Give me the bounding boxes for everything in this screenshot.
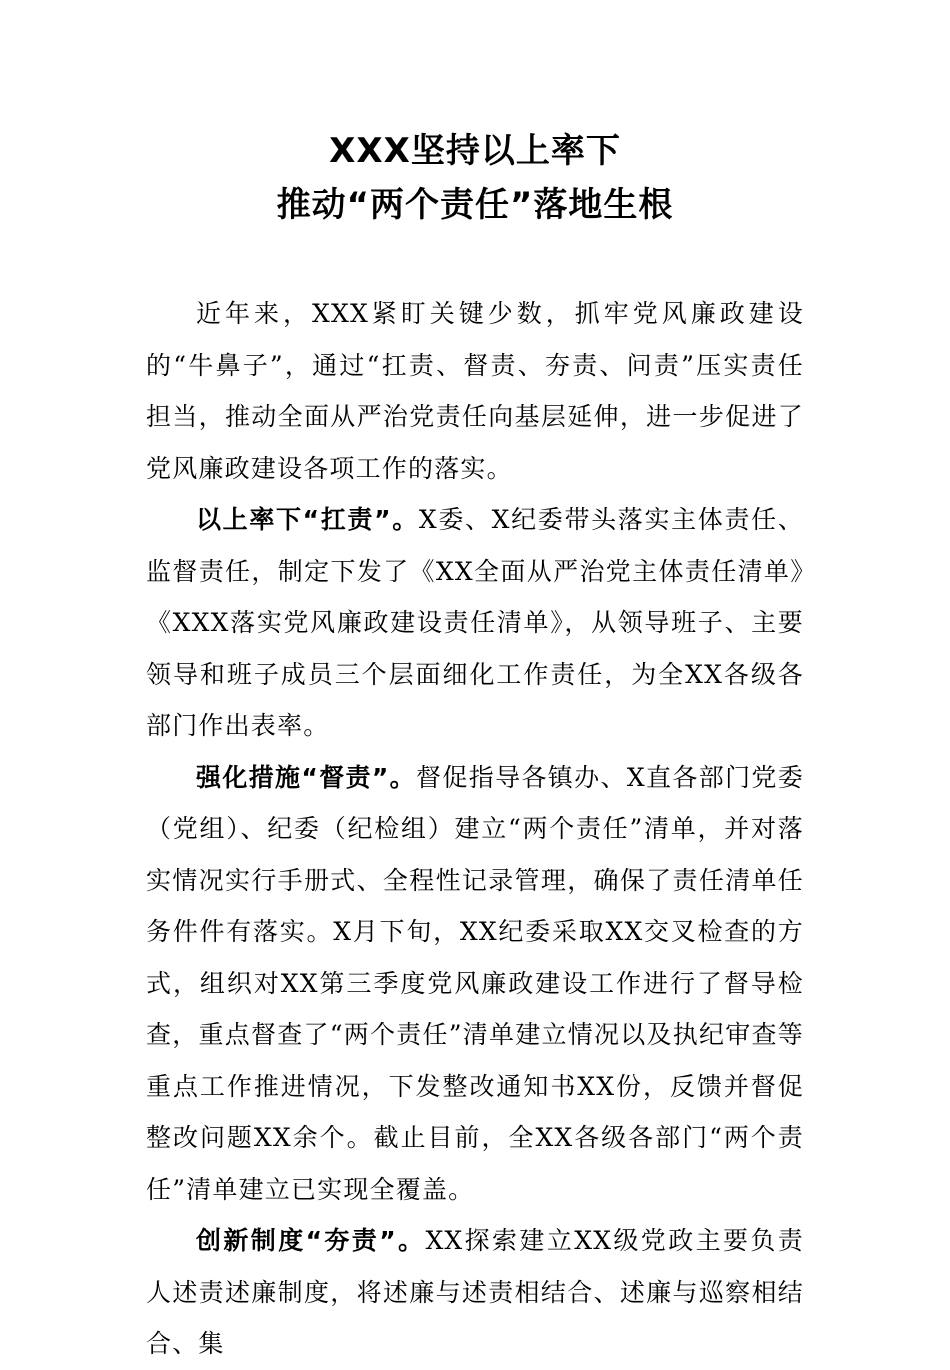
paragraph-text: X委、X纪委带头落实主体责任、监督责任，制定下发了《XX全面从严治党主体责任清单》《XXX落实党风廉政建设责任清单》，从领导班子、主要领导和班子成员三个层面细化工作责任，为全XX各级各部门作出表率。 [146, 505, 804, 740]
paragraph-lead: 强化措施“督责”。 [196, 762, 417, 792]
title-line-1: XXX坚持以上率下 [329, 131, 621, 171]
document-title [146, 0, 804, 232]
paragraph-text: 近年来，XXX紧盯关键少数，抓牢党风廉政建设的“牛鼻子”，通过“扛责、督责、夯责、问责”压实责任担当，推动全面从严治党责任向基层延伸，进一步促进了党风廉政建设各项工作的落实。 [146, 299, 804, 483]
paragraph-hang-ze [146, 1215, 804, 1370]
paragraph-lead: 创新制度“夯责”。 [196, 1226, 426, 1255]
title-line-2: 推动“两个责任”落地生根 [276, 185, 674, 225]
paragraph-du-ze [146, 752, 804, 1216]
paragraph-text: 督促指导各镇办、X直各部门党委（党组）、纪委（纪检组）建立“两个责任”清单，并对落实情况实行手册式、全程性记录管理，确保了责任清单任务件件有落实。X月下旬，XX纪委采取XX交叉检查的方式，组织对XX第三季度党风廉政建设工作进行了督导检查，重点督查了“两个责任”清单建立情况以及执纪审查等重点工作推进情况，下发整改通知书XX份，反馈并督促整改问题XX余个。截止目前，全XX各级各部门“两个责任”清单建立已实现全覆盖。 [146, 762, 804, 1204]
paragraph-text: XX探索建立XX级党政主要负责人述责述廉制度，将述廉与述责相结合、述廉与巡察相结合、集 [146, 1226, 804, 1358]
document-body [146, 288, 804, 1370]
paragraph-lead: 以上率下“扛责”。 [196, 505, 419, 534]
paragraph-kang-ze [146, 494, 804, 752]
paragraph-intro [146, 288, 804, 494]
